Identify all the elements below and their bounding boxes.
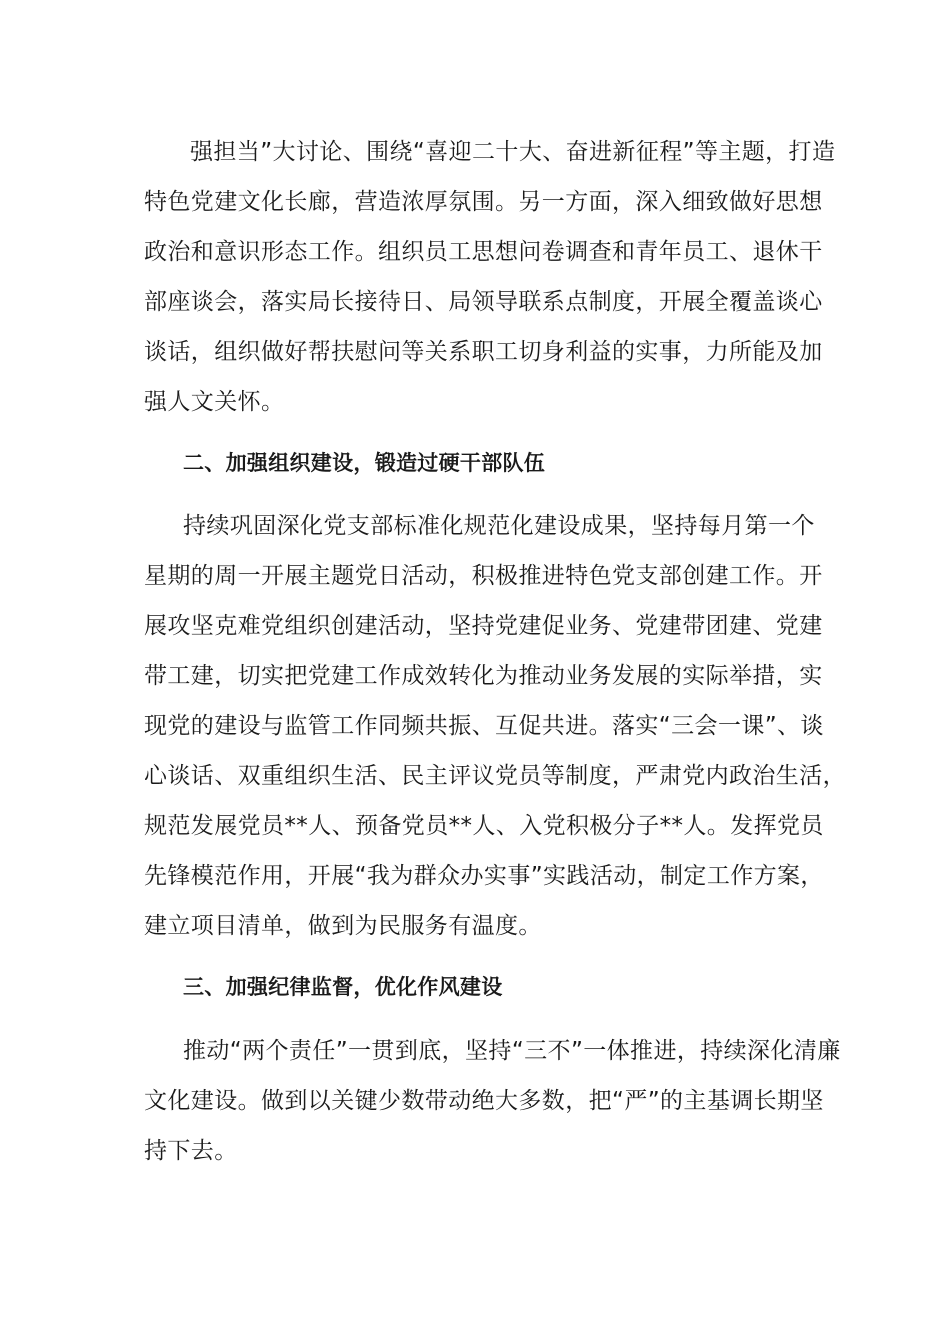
paragraph-1-line-2: 特色党建文化长廊，营造浓厚氛围。另一方面，深入细致做好思想 [144,189,823,215]
section-3-line-1: 推动“两个责任”一贯到底，坚持“三不”一体推进，持续深化清廉 [183,1038,841,1064]
paragraph-1-line-5: 谈话，组织做好帮扶慰问等关系职工切身利益的实事，力所能及加 [144,339,823,365]
section-3-line-2: 文化建设。做到以关键少数带动绝大多数，把“严”的主基调长期坚 [144,1088,824,1114]
paragraph-1-line-6: 强人文关怀。 [144,389,285,415]
paragraph-1-line-4: 部座谈会，落实局长接待日、局领导联系点制度，开展全覆盖谈心 [144,289,823,315]
section-2-line-3: 展攻坚克难党组织创建活动，坚持党建促业务、党建带团建、党建 [144,613,823,639]
section-2-line-7: 规范发展党员**人、预备党员**人、入党积极分子**人。发挥党员 [144,813,824,839]
section-3-line-3: 持下去。 [144,1138,238,1164]
section-2-heading: 二、加强组织建设，锻造过硬干部队伍 [183,451,546,475]
section-3-heading: 三、加强纪律监督，优化作风建设 [183,975,503,999]
section-2-line-2: 星期的周一开展主题党日活动，积极推进特色党支部创建工作。开 [144,563,823,589]
section-2-line-9: 建立项目清单，做到为民服务有温度。 [144,913,542,939]
section-2-line-8: 先锋模范作用，开展“我为群众办实事”实践活动，制定工作方案， [144,863,824,889]
section-2-line-5: 现党的建设与监管工作同频共振、互促共进。落实“三会一课”、谈 [144,713,824,739]
section-2-line-4: 带工建，切实把党建工作成效转化为推动业务发展的实际举措，实 [144,663,823,689]
paragraph-1-line-3: 政治和意识形态工作。组织员工思想问卷调查和青年员工、退休干 [144,239,823,265]
section-2-line-6: 心谈话、双重组织生活、民主评议党员等制度，严肃党内政治生活， [144,763,846,789]
paragraph-1-line-1: 强担当”大讨论、围绕“喜迎二十大、奋进新征程”等主题，打造 [190,139,836,165]
section-2-line-1: 持续巩固深化党支部标准化规范化建设成果，坚持每月第一个 [183,513,815,539]
